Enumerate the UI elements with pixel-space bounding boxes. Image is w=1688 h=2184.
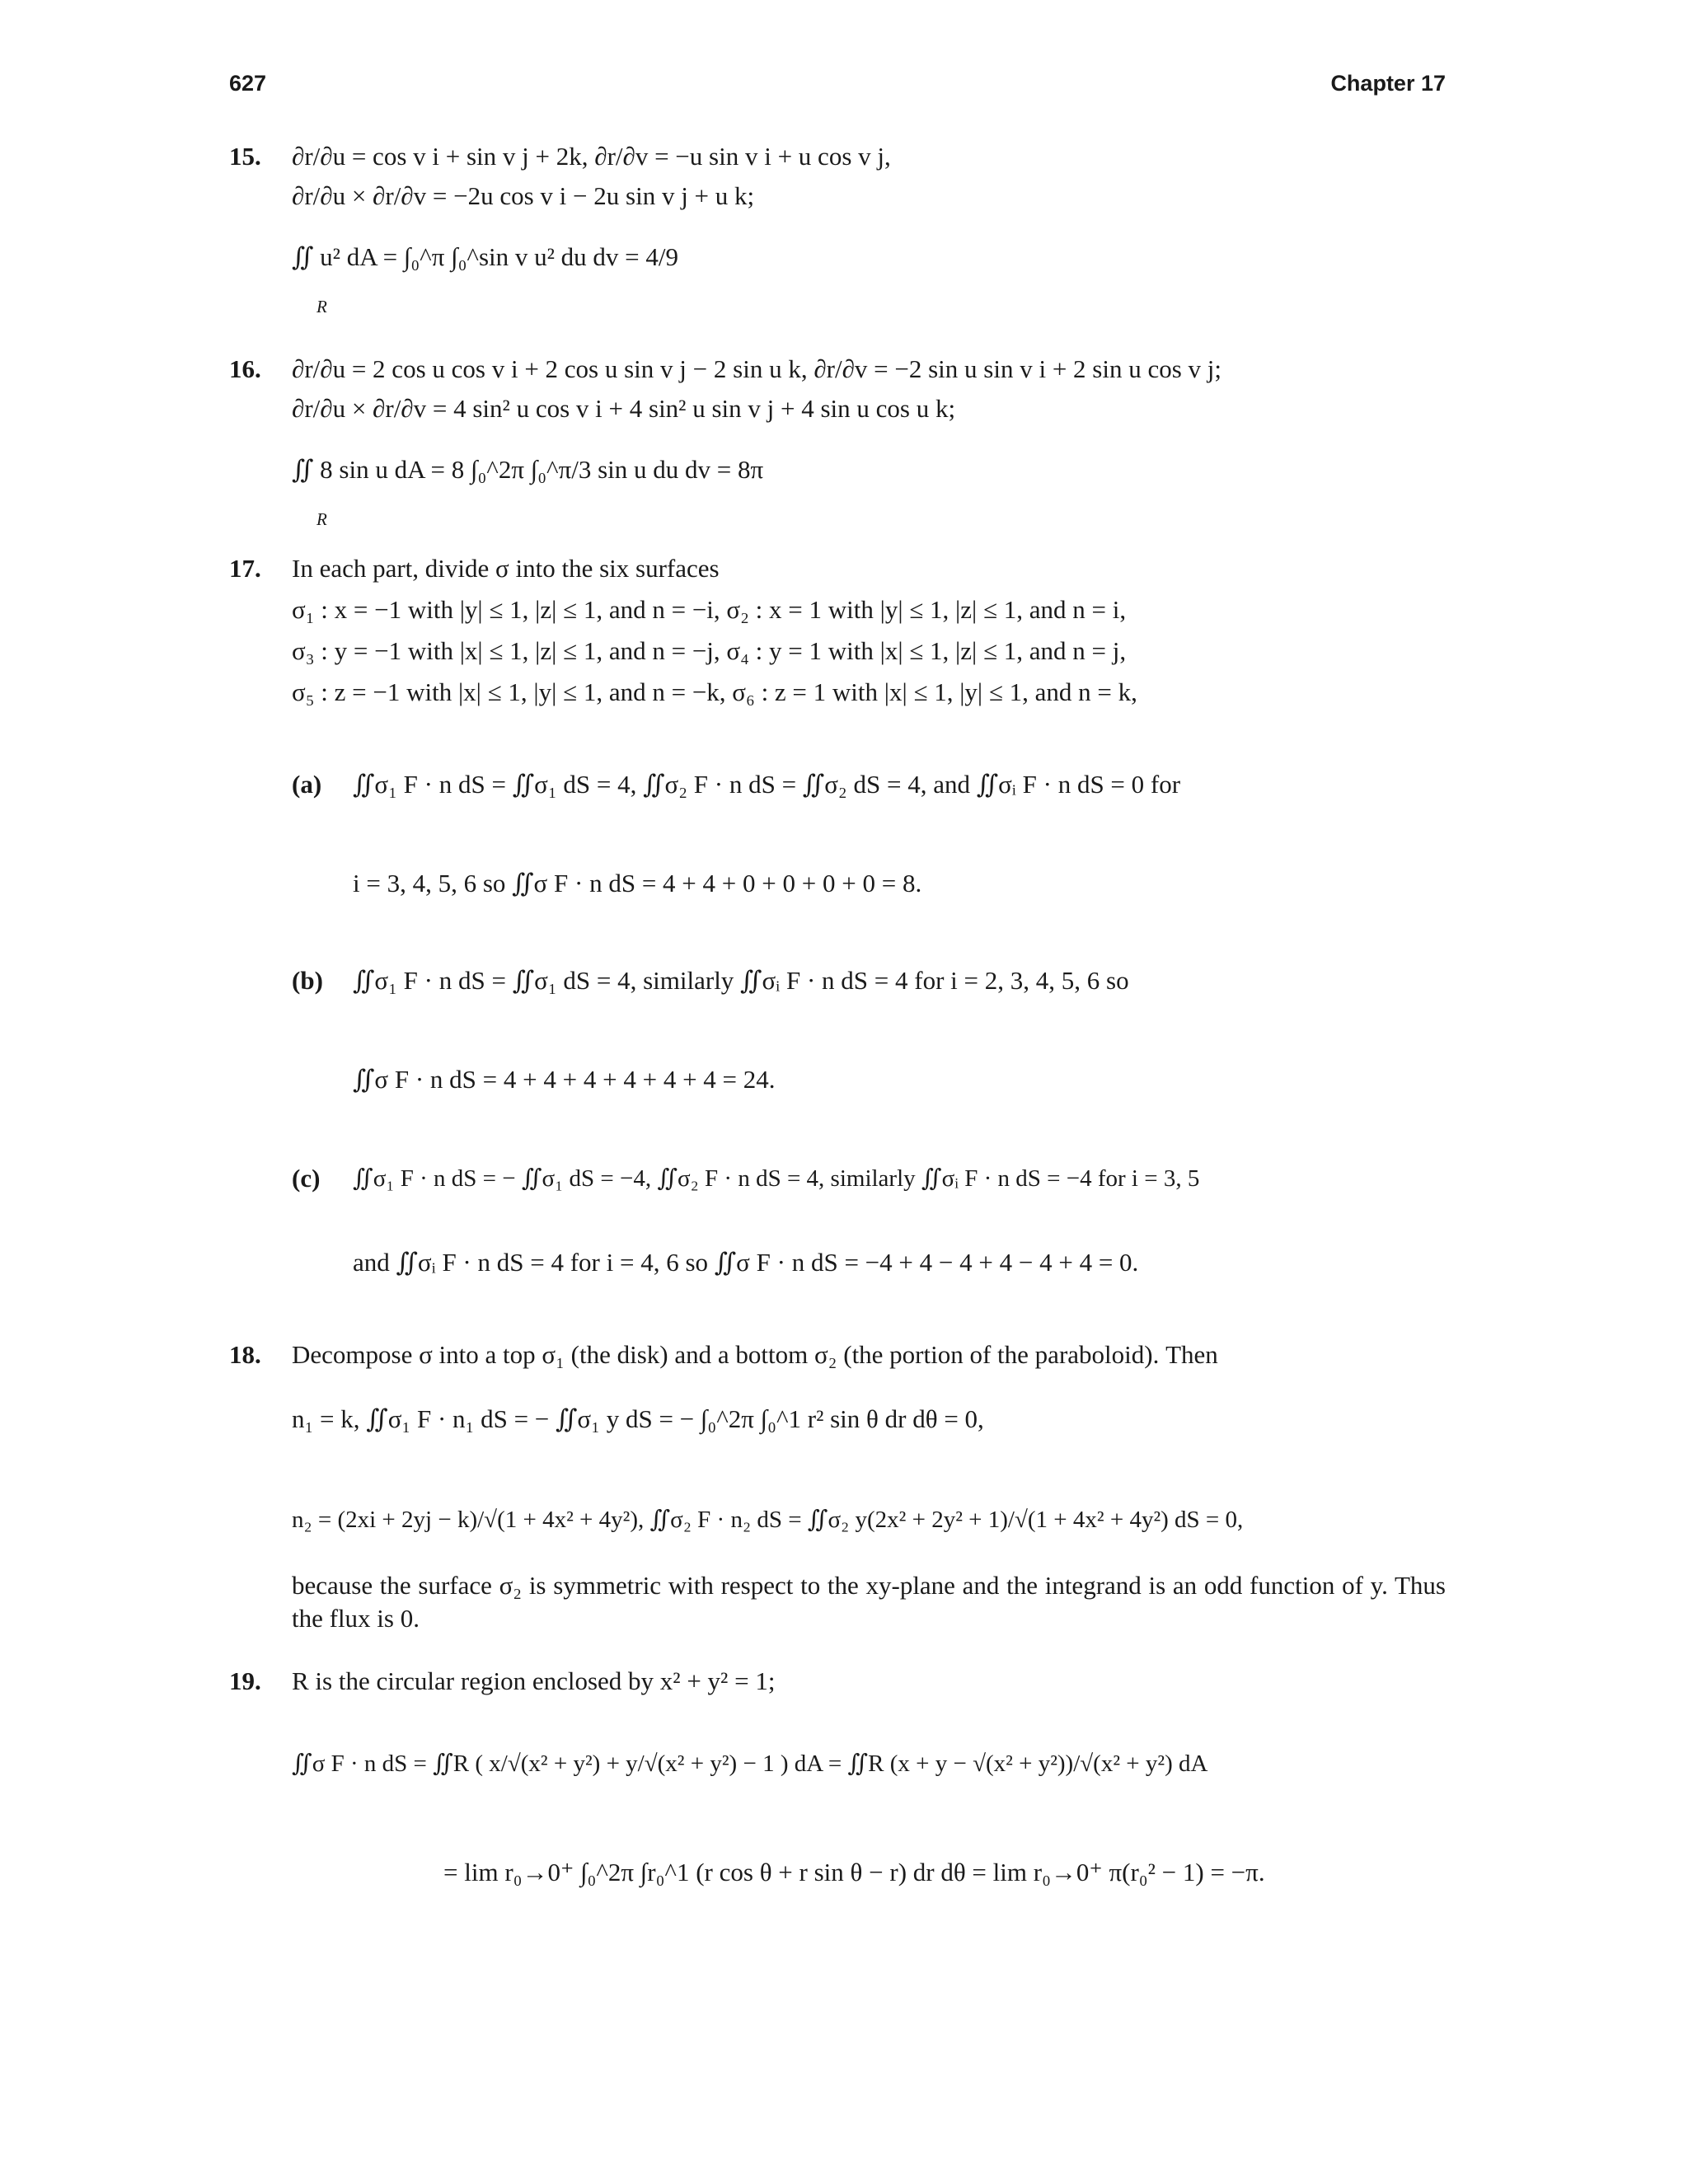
integral-region: R [316,297,327,316]
integral-region: R [316,509,327,529]
page-number: 627 [229,71,267,96]
part-b-line-1: ∬σ₁ F · n dS = ∬σ₁ dS = 4, similarly ∬σᵢ F · n dS = 4 for i = 2, 3, 4, 5, 6 so [353,966,1129,995]
problem-number: 18. [229,1340,261,1369]
part-a-line-1: ∬σ₁ F · n dS = ∬σ₁ dS = 4, ∬σ₂ F · n dS = ∬σ₂ dS = 4, and ∬σᵢ F · n dS = 0 for [353,770,1181,799]
problem-line: ∂r/∂u = 2 cos u cos v i + 2 cos u sin v j − 2 sin u k, ∂r/∂v = −2 sin u sin v i + 2 sin u cos v j; [292,354,1222,383]
flux-bottom-line: n₂ = (2xi + 2yj − k)/√(1 + 4x² + 4y²), ∬σ₂ F · n₂ dS = ∬σ₂ y(2x² + 2y² + 1)/√(1 + 4x² + 4y²) dS = 0, [292,1507,1244,1533]
problem-line: ∂r/∂u × ∂r/∂v = 4 sin² u cos v i + 4 sin² u sin v j + 4 sin u cos u k; [292,394,956,423]
flux-computation-line: ∬σ F · n dS = ∬R ( x/√(x² + y²) + y/√(x² + y²) − 1 ) dA = ∬R (x + y − √(x² + y²))/√(x² + y²) dA [292,1750,1208,1777]
problem-intro: R is the circular region enclosed by x² + y² = 1; [292,1666,776,1695]
problem-line: σ₅ : z = −1 with |x| ≤ 1, |y| ≤ 1, and n = −k, σ₆ : z = 1 with |x| ≤ 1, |y| ≤ 1, and n = k, [292,677,1137,706]
part-label: (a) [292,770,322,799]
part-a-line-2: i = 3, 4, 5, 6 so ∬σ F · n dS = 4 + 4 + 0 + 0 + 0 + 0 = 8. [353,869,922,898]
chapter-title: Chapter 17 [1330,71,1446,96]
problem-line: ∂r/∂u = cos v i + sin v j + 2k, ∂r/∂v = −u sin v i + u cos v j, [292,142,891,171]
problem-number: 17. [229,554,261,583]
problem-line: σ₃ : y = −1 with |x| ≤ 1, |z| ≤ 1, and n = −j, σ₄ : y = 1 with |x| ≤ 1, |z| ≤ 1, and n = j, [292,636,1127,665]
problem-number: 19. [229,1666,261,1695]
problem-number: 16. [229,354,261,383]
limit-evaluation-line: = lim r₀→0⁺ ∫₀^2π ∫r₀^1 (r cos θ + r sin θ − r) dr dθ = lim r₀→0⁺ π(r₀² − 1) = −π. [443,1858,1265,1886]
part-label: (c) [292,1164,321,1193]
part-label: (b) [292,966,323,995]
surface-integral: ∬ 8 sin u dA = 8 ∫₀^2π ∫₀^π/3 sin u du dv = 8π [292,455,764,484]
problem-line: σ₁ : x = −1 with |y| ≤ 1, |z| ≤ 1, and n = −i, σ₂ : x = 1 with |y| ≤ 1, |z| ≤ 1, and n = i, [292,595,1127,624]
flux-top-line: n₁ = k, ∬σ₁ F · n₁ dS = − ∬σ₁ y dS = − ∫₀^2π ∫₀^1 r² sin θ dr dθ = 0, [292,1404,984,1433]
problem-line: ∂r/∂u × ∂r/∂v = −2u cos v i − 2u sin v j + u k; [292,181,755,210]
part-c-line-1: ∬σ₁ F · n dS = − ∬σ₁ dS = −4, ∬σ₂ F · n dS = 4, similarly ∬σᵢ F · n dS = −4 for i = 3, 5 [353,1165,1200,1192]
problem-intro: Decompose σ into a top σ₁ (the disk) and a bottom σ₂ (the portion of the paraboloid). Then [292,1340,1218,1369]
surface-integral: ∬ u² dA = ∫₀^π ∫₀^sin v u² du dv = 4/9 [292,242,679,271]
part-c-line-2: and ∬σᵢ F · n dS = 4 for i = 4, 6 so ∬σ F · n dS = −4 + 4 − 4 + 4 − 4 + 4 = 0. [353,1248,1139,1277]
problem-line: In each part, divide σ into the six surfaces [292,554,720,583]
conclusion-text: because the surface σ₂ is symmetric with respect to the xy-plane and the integrand is an odd function of y. Thus the flux is 0. [292,1571,1446,1633]
part-b-line-2: ∬σ F · n dS = 4 + 4 + 4 + 4 + 4 + 4 = 24. [353,1065,776,1094]
problem-number: 15. [229,142,261,171]
